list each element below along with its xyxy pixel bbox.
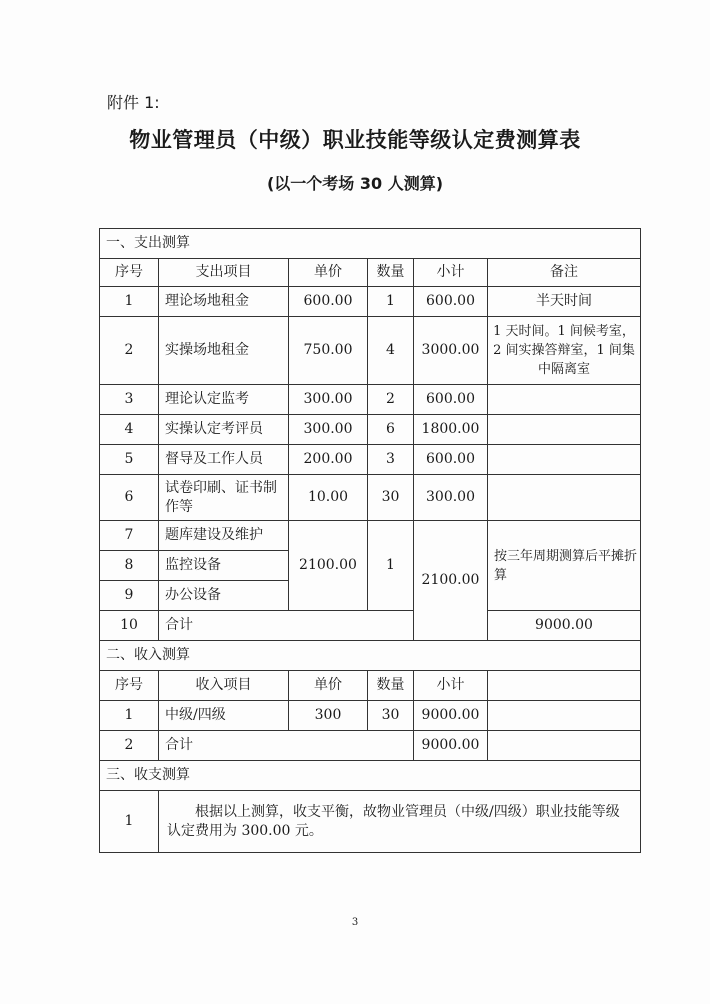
cell-item: 监控设备	[159, 551, 289, 581]
table-row	[100, 475, 641, 521]
balance-conclusion	[159, 791, 641, 853]
cell-no: 1	[100, 791, 159, 853]
cell-empty	[488, 731, 641, 761]
cell-subtotal: 1800.00	[414, 415, 488, 445]
col-header-qty: 数量	[368, 671, 414, 701]
cell-item: 实操场地租金	[159, 317, 289, 385]
cell-subtotal: 600.00	[414, 287, 488, 317]
cell-empty	[488, 671, 641, 701]
cell-total-subtotal: 9000.00	[488, 611, 641, 641]
cell-no: 6	[100, 475, 159, 521]
page-number: 3	[351, 917, 359, 928]
cell-qty: 30	[368, 701, 414, 731]
balance-section-header	[100, 761, 641, 791]
cell-price: 600.00	[289, 287, 368, 317]
cell-qty: 30	[368, 475, 414, 521]
col-header-qty: 数量	[368, 259, 414, 287]
cell-qty: 2	[368, 385, 414, 415]
cell-empty	[488, 701, 641, 731]
cell-qty: 1	[368, 521, 414, 611]
attachment-label: 附件 1:	[107, 93, 160, 112]
cell-no: 8	[100, 551, 159, 581]
cell-price: 10.00	[289, 475, 368, 521]
cell-price: 750.00	[289, 317, 368, 385]
cell-total-label: 合计	[159, 611, 414, 641]
cell-no: 10	[100, 611, 159, 641]
cell-item: 题库建设及维护	[159, 521, 289, 551]
expense-section-header	[100, 229, 641, 259]
cell-price: 300.00	[289, 385, 368, 415]
table-row	[100, 701, 641, 731]
cell-subtotal: 600.00	[414, 385, 488, 415]
col-header-item: 收入项目	[159, 671, 289, 701]
col-header-subtotal: 小计	[414, 671, 488, 701]
document-subtitle: (以一个考场 30 人测算)	[266, 174, 444, 193]
income-header-row	[100, 671, 641, 701]
cell-note	[488, 415, 641, 445]
cell-qty: 1	[368, 287, 414, 317]
col-header-price: 单价	[289, 671, 368, 701]
cell-qty: 6	[368, 415, 414, 445]
cell-total-label: 合计	[159, 731, 414, 761]
cell-note	[488, 475, 641, 521]
cell-price: 2100.00	[289, 521, 368, 611]
col-header-note: 备注	[488, 259, 641, 287]
cell-item: 督导及工作人员	[159, 445, 289, 475]
table-row	[100, 317, 641, 385]
cell-subtotal: 9000.00	[414, 701, 488, 731]
cell-note: 按三年周期测算后平摊折算	[488, 521, 641, 611]
cell-subtotal: 3000.00	[414, 317, 488, 385]
cell-note: 半天时间	[488, 287, 641, 317]
table-row	[100, 415, 641, 445]
cell-qty: 3	[368, 445, 414, 475]
cell-no: 9	[100, 581, 159, 611]
cell-item: 理论场地租金	[159, 287, 289, 317]
expense-total-row	[100, 611, 641, 641]
income-section-header	[100, 641, 641, 671]
balance-row	[100, 791, 641, 853]
cell-total-subtotal: 9000.00	[414, 731, 488, 761]
document-title: 物业管理员（中级）职业技能等级认定费测算表	[129, 128, 581, 152]
cell-subtotal: 2100.00	[414, 521, 488, 641]
cell-item: 中级/四级	[159, 701, 289, 731]
cell-no: 1	[100, 701, 159, 731]
cell-subtotal: 300.00	[414, 475, 488, 521]
cell-no: 4	[100, 415, 159, 445]
col-header-price: 单价	[289, 259, 368, 287]
income-section-title: 二、收入测算	[100, 641, 641, 671]
cell-no: 1	[100, 287, 159, 317]
cell-item: 理论认定监考	[159, 385, 289, 415]
cell-note	[488, 385, 641, 415]
cell-price: 200.00	[289, 445, 368, 475]
expense-header-row	[100, 259, 641, 287]
table-row	[100, 287, 641, 317]
cell-note: 1 天时间。1 间候考室，2 间实操答辩室，1 间集中隔离室	[488, 317, 641, 385]
col-header-no: 序号	[100, 671, 159, 701]
cell-no: 2	[100, 731, 159, 761]
income-total-row	[100, 731, 641, 761]
cell-subtotal: 600.00	[414, 445, 488, 475]
fee-table	[99, 228, 641, 853]
cell-no: 2	[100, 317, 159, 385]
cell-item: 办公设备	[159, 581, 289, 611]
cell-price: 300.00	[289, 415, 368, 445]
cell-price: 300	[289, 701, 368, 731]
table-row	[100, 385, 641, 415]
table-row	[100, 445, 641, 475]
expense-section-title: 一、支出测算	[100, 229, 641, 259]
table-row	[100, 521, 641, 551]
cell-no: 5	[100, 445, 159, 475]
cell-note	[488, 445, 641, 475]
balance-section-title: 三、收支测算	[100, 761, 641, 791]
col-header-no: 序号	[100, 259, 159, 287]
col-header-subtotal: 小计	[414, 259, 488, 287]
cell-no: 3	[100, 385, 159, 415]
cell-item: 试卷印刷、证书制作等	[159, 475, 289, 521]
cell-qty: 4	[368, 317, 414, 385]
col-header-item: 支出项目	[159, 259, 289, 287]
cell-no: 7	[100, 521, 159, 551]
cell-item: 实操认定考评员	[159, 415, 289, 445]
balance-conclusion-text: 根据以上测算，收支平衡，故物业管理员（中级/四级）职业技能等级认定费用为 300.00 元。	[167, 803, 620, 839]
